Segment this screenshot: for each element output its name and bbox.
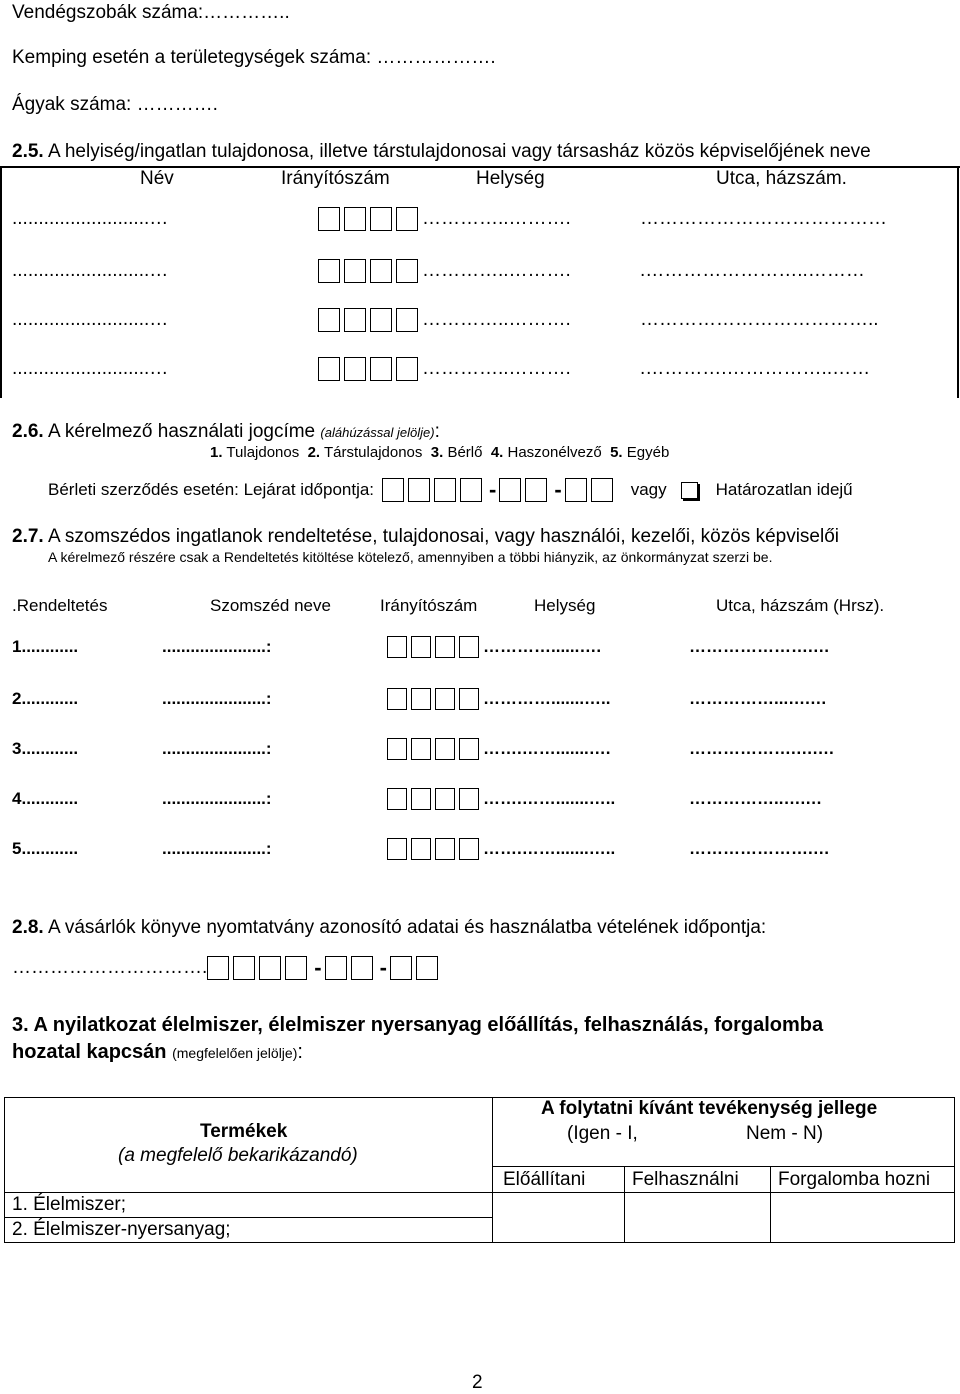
section-title: hozatal kapcsán — [12, 1041, 167, 1063]
owner-row — [12, 259, 865, 283]
option-berlo[interactable]: Bérlő — [447, 444, 483, 461]
row-number: 5. — [12, 839, 27, 858]
section-number: 2.7. — [12, 526, 44, 547]
product-raw-material[interactable]: 2. Élelmiszer-nyersanyag; — [12, 1219, 231, 1240]
option-number: 3. — [430, 444, 444, 461]
colon: : — [297, 1041, 303, 1063]
section-note: (megfelelően jelölje) — [172, 1045, 298, 1061]
owner-header-name: Név — [140, 168, 174, 189]
option-egyeb[interactable]: Egyéb — [626, 444, 670, 461]
usage-options — [210, 444, 669, 461]
neighbor-header-city: Helység — [534, 596, 596, 615]
lease-label: Bérleti szerződés esetén: Lejárat időpontja: — [48, 480, 375, 499]
neighbor-street-field[interactable]: ……………...….… — [689, 689, 827, 708]
owner-zip-boxes[interactable] — [318, 357, 422, 381]
date-separator: - — [379, 955, 387, 980]
option-number: 5. — [610, 444, 623, 461]
lease-month-boxes[interactable] — [499, 478, 551, 502]
section-title: A vásárlók könyve nyomtatvány azonosító adatai és használatba vételének időpontja: — [47, 917, 767, 938]
activity-col-divider — [624, 1166, 625, 1243]
section-title: A helyiség/ingatlan tulajdonosa, illetve társtulajdonosai vagy társasház közös képviselőjének neve — [47, 141, 871, 162]
option-haszonelvezo[interactable]: Haszonélvező — [507, 444, 602, 461]
owner-table-right-border — [957, 166, 959, 398]
section-note: (aláhúzással jelölje) — [320, 425, 435, 440]
lease-expiry-row — [48, 477, 853, 503]
neighbor-row — [12, 788, 822, 810]
activity-yes-legend: (Igen - I, — [567, 1123, 638, 1144]
products-header: Termékek — [200, 1121, 288, 1142]
activity-produce: Előállítani — [503, 1169, 586, 1190]
neighbor-city-field[interactable]: …….…….......…. — [483, 739, 611, 758]
neighbor-use-field[interactable]: ........... — [26, 739, 79, 758]
product-food[interactable]: 1. Élelmiszer; — [12, 1194, 127, 1215]
row-number: 2. — [12, 689, 27, 708]
section-2-7-heading — [12, 526, 839, 548]
row-number: 3. — [12, 739, 27, 758]
neighbor-zip-boxes[interactable] — [387, 688, 483, 710]
neighbor-name-field[interactable]: ......................: — [162, 789, 272, 808]
neighbor-row — [12, 838, 830, 860]
neighbor-street-field[interactable]: ……………….….… — [689, 739, 835, 758]
owner-row — [12, 357, 870, 381]
neighbor-zip-boxes[interactable] — [387, 788, 483, 810]
owner-name-field[interactable]: ..........................… — [12, 208, 169, 229]
neighbor-header-zip: Irányítószám — [380, 596, 478, 615]
neighbor-city-field[interactable]: …….…….......….. — [483, 839, 616, 858]
products-subheader: (a megfelelő bekarikázandó) — [118, 1145, 358, 1166]
neighbor-use-field[interactable]: ........... — [26, 689, 79, 708]
section-2-6-heading — [12, 421, 440, 443]
neighbor-city-field[interactable]: ………….......….. — [483, 689, 611, 708]
option-tulajdonos[interactable]: Tulajdonos — [226, 444, 300, 461]
owner-name-field[interactable]: ..........................… — [12, 260, 169, 281]
activity-col-divider — [770, 1166, 771, 1243]
date-separator: - — [554, 477, 562, 502]
activity-header-bottom — [492, 1166, 955, 1167]
row-number: 1. — [12, 637, 27, 656]
owner-street-field[interactable]: .……………………..……… — [640, 260, 865, 281]
section-3-title-line2 — [12, 1041, 303, 1064]
neighbor-row — [12, 738, 834, 760]
owner-name-field[interactable]: ..........................… — [12, 309, 169, 330]
owner-city-field[interactable]: …………..………. — [422, 358, 571, 379]
neighbor-city-field[interactable]: …………......…. — [483, 637, 602, 656]
neighbor-row — [12, 688, 827, 710]
complaint-book-row — [12, 955, 442, 981]
owner-name-field[interactable]: ..........................… — [12, 358, 169, 379]
colon: : — [434, 421, 440, 442]
neighbor-header-name: Szomszéd neve — [210, 596, 331, 615]
activity-header: A folytatni kívánt tevékenység jellege — [541, 1098, 878, 1119]
page-number: 2 — [472, 1372, 483, 1393]
complaint-book-day-boxes[interactable] — [390, 956, 442, 980]
beds-line[interactable]: Ágyak száma: …………. — [12, 94, 218, 115]
option-tarstulajdonos[interactable]: Társtulajdonos — [324, 444, 423, 461]
section-number: 2.5. — [12, 141, 44, 162]
or-label: vagy — [630, 480, 667, 499]
owner-row — [12, 207, 887, 231]
neighbor-use-field[interactable]: ........... — [26, 789, 79, 808]
neighbor-street-field[interactable]: ………………….… — [689, 839, 830, 858]
products-header-bottom — [4, 1192, 493, 1193]
neighbor-city-field[interactable]: …….…….......….. — [483, 789, 616, 808]
neighbor-name-field[interactable]: ......................: — [162, 689, 272, 708]
option-number: 1. — [210, 444, 223, 461]
complaint-book-year-boxes[interactable] — [207, 956, 311, 980]
section-2-8-heading — [12, 917, 766, 939]
neighbor-header-use: .Rendeltetés — [12, 596, 108, 615]
owner-table-left-border — [0, 166, 2, 398]
neighbor-header-street: Utca, házszám (Hrsz). — [716, 596, 885, 615]
indefinite-checkbox[interactable] — [681, 482, 698, 499]
neighbor-name-field[interactable]: ......................: — [162, 839, 272, 858]
owner-zip-boxes[interactable] — [318, 259, 422, 283]
neighbor-street-field[interactable]: ………………….… — [689, 637, 830, 656]
date-separator: - — [314, 955, 322, 980]
owner-city-field[interactable]: …………..………. — [422, 208, 571, 229]
owner-street-field[interactable]: ……………………………….. — [640, 309, 879, 330]
neighbor-name-field[interactable]: ......................: — [162, 739, 272, 758]
neighbor-zip-boxes[interactable] — [387, 738, 483, 760]
option-number: 4. — [490, 444, 504, 461]
owner-street-field[interactable]: .………….……………..…… — [640, 358, 871, 379]
camping-units-line[interactable]: Kemping esetén a területegységek száma: ………………. — [12, 47, 496, 68]
section-number: 2.6. — [12, 421, 44, 442]
neighbor-use-field[interactable]: ........... — [26, 839, 79, 858]
date-separator: - — [489, 477, 497, 502]
row-number: 4. — [12, 789, 27, 808]
complaint-book-id-field[interactable]: …………………………. — [12, 957, 208, 978]
activity-no-legend: Nem - N) — [746, 1123, 824, 1144]
products-table-divider — [492, 1097, 493, 1243]
owner-city-field[interactable]: …………..………. — [422, 309, 571, 330]
option-number: 2. — [307, 444, 321, 461]
activity-use: Felhasználni — [632, 1169, 739, 1190]
neighbor-zip-boxes[interactable] — [387, 838, 483, 860]
activity-labels-bottom — [492, 1192, 955, 1193]
owner-header-street: Utca, házszám. — [716, 168, 847, 189]
section-title: A kérelmező használati jogcíme — [47, 421, 316, 442]
owner-street-field[interactable]: ………………………………… — [640, 208, 887, 229]
section-number: 2.8. — [12, 917, 44, 938]
activity-trade: Forgalomba hozni — [778, 1169, 931, 1190]
products-table-bottom — [4, 1242, 955, 1243]
indefinite-label: Határozatlan idejű — [715, 480, 853, 499]
section-2-7-note: A kérelmező részére csak a Rendeltetés kitöltése kötelező, amennyiben a többi hiányzik, az önkormányzat szerzi be. — [48, 549, 773, 565]
complaint-book-month-boxes[interactable] — [325, 956, 377, 980]
section-title: A szomszédos ingatlanok rendeltetése, tulajdonosai, vagy használói, kezelői, közös képviselői — [47, 526, 840, 547]
neighbor-use-field[interactable]: ........... — [26, 637, 79, 656]
lease-year-boxes[interactable] — [382, 478, 486, 502]
owner-zip-boxes[interactable] — [318, 207, 422, 231]
neighbor-zip-boxes[interactable] — [387, 636, 483, 658]
neighbor-name-field[interactable]: ......................: — [162, 637, 272, 656]
lease-day-boxes[interactable] — [565, 478, 617, 502]
neighbor-street-field[interactable]: ……………..….… — [689, 789, 823, 808]
product-row-divider — [4, 1217, 493, 1218]
section-3-title-line1: 3. A nyilatkozat élelmiszer, élelmiszer nyersanyag előállítás, felhasználás, forgalomba — [12, 1014, 824, 1036]
guest-rooms-line[interactable]: Vendégszobák száma:………….. — [12, 2, 290, 23]
products-table-left — [4, 1097, 5, 1243]
owner-header-city: Helység — [476, 168, 545, 189]
products-table-right — [954, 1097, 955, 1243]
owner-zip-boxes[interactable] — [318, 308, 422, 332]
owner-row — [12, 308, 879, 332]
owner-header-zip: Irányítószám — [281, 168, 390, 189]
owner-city-field[interactable]: …………..………. — [422, 260, 571, 281]
section-2-5-heading — [12, 141, 871, 163]
neighbor-row — [12, 636, 830, 658]
